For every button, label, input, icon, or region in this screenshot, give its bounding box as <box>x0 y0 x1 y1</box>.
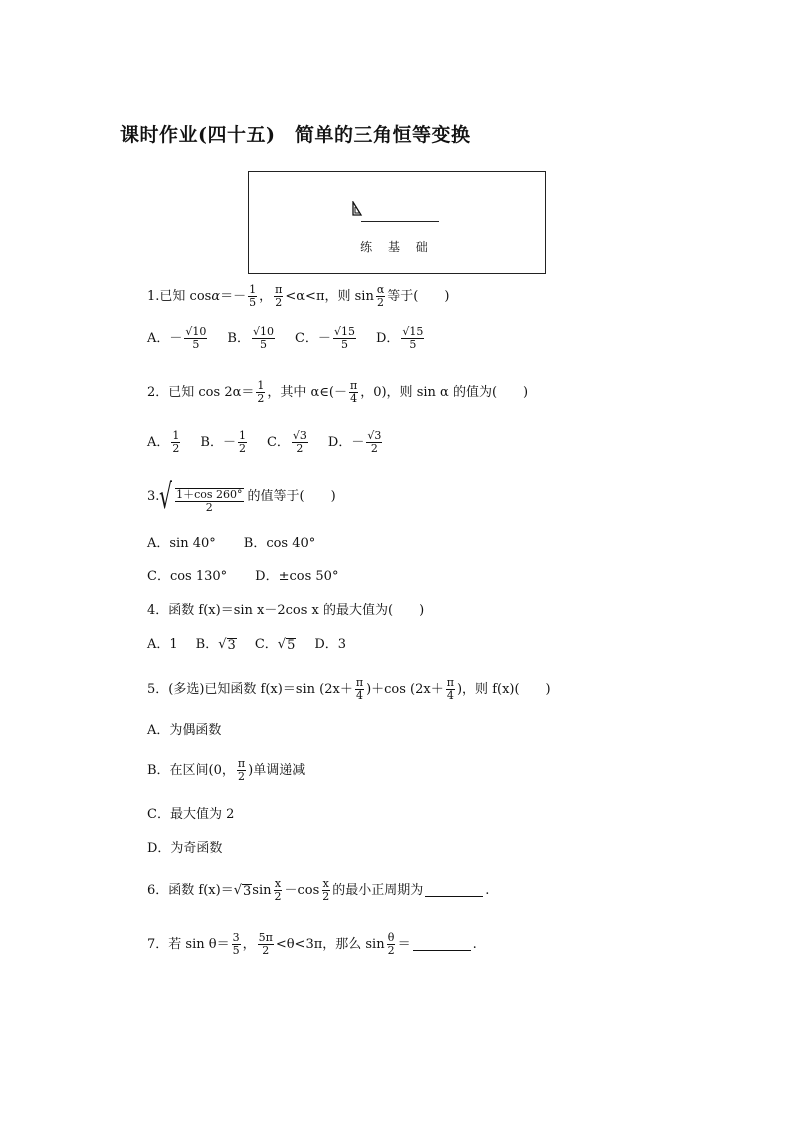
question-3: 3. √ $\frac{1+\cos 260^\circ}{2}$ 的值等于( ) <box>147 477 336 517</box>
question-3-options-row1: A．sin 40° B．cos 40° <box>147 536 316 551</box>
fraction: $\frac{1}{2}$ <box>238 429 246 455</box>
question-2: 2．已知 cos 2α＝ $\frac{1}{2}$ ，其中 α∈(－ $\frac{\pi}{4}$ ，0)，则 sin α 的值为( ) <box>147 379 529 405</box>
fraction: $\frac{3}{5}$ <box>232 931 240 957</box>
fraction: $\frac{√10}{5}$ <box>252 325 274 351</box>
question-1-options: A．－ $\frac{√10}{5}$ B． $\frac{√10}{5}$ C．－ $\frac{√15}{5}$ D． $\frac{√15}{5}$ <box>147 325 424 351</box>
fraction: $\frac{√10}{5}$ <box>185 325 207 351</box>
question-5-option-a: A．为偶函数 <box>147 723 222 738</box>
fraction: $\frac{\theta}{2}$ <box>387 931 395 957</box>
question-6: 6．函数 f(x)＝ √ 3 sin $\frac{x}{2}$ －cos $\frac{x}{2}$ 的最小正周期为 . <box>147 877 490 903</box>
sqrt: √ 3 <box>233 882 252 899</box>
section-label: 练 基 础 <box>360 240 434 254</box>
question-1: 1.已知 cos α ＝－ $\frac{1}{5}$ ， $\frac{\pi}{2}$ <α<π，则 sin $\frac{\alpha}{2}$ 等于( ) <box>147 283 450 309</box>
fraction: $\frac{\pi}{2}$ <box>275 283 283 309</box>
fraction: $\frac{√3}{2}$ <box>367 429 382 455</box>
fraction: $\frac{√3}{2}$ <box>292 429 307 455</box>
fraction: $\frac{\pi}{4}$ <box>446 676 454 702</box>
fraction: $\frac{x}{2}$ <box>274 877 282 903</box>
fraction: $\frac{√15}{5}$ <box>333 325 355 351</box>
fraction: $\frac{\alpha}{2}$ <box>376 283 385 309</box>
fraction: $\frac{1}{5}$ <box>249 283 257 309</box>
section-line <box>361 221 439 222</box>
pencil-icon <box>351 201 363 217</box>
section-box <box>248 171 546 274</box>
question-5: 5．(多选)已知函数 f(x)＝sin (2x＋ $\frac{\pi}{4}$ )＋cos (2x＋ $\frac{\pi}{4}$ )，则 f(x)( ) <box>147 676 551 702</box>
fraction: $\frac{√15}{5}$ <box>402 325 424 351</box>
page-title: 课时作业(四十五) 简单的三角恒等变换 <box>120 124 471 146</box>
sqrt: √ 3 <box>218 637 236 653</box>
question-5-option-c: C．最大值为 2 <box>147 807 235 822</box>
question-5-option-d: D．为奇函数 <box>147 841 223 856</box>
sqrt: √ 5 <box>277 637 296 653</box>
answer-blank[interactable] <box>413 938 471 951</box>
fraction: $\frac{\pi}{4}$ <box>355 676 364 702</box>
question-3-options-row2: C．cos 130° D．±cos 50° <box>147 569 339 584</box>
question-7: 7．若 sin θ＝ $\frac{3}{5}$ ， $\frac{5\pi}{2}$ <θ<3π，那么 sin $\frac{\theta}{2}$ ＝ . <box>147 931 477 957</box>
fraction: $\frac{1}{2}$ <box>257 379 265 405</box>
fraction: $\frac{1}{2}$ <box>172 429 180 455</box>
fraction: $\frac{5\pi}{2}$ <box>258 931 273 957</box>
question-2-options: A． $\frac{1}{2}$ B．－ $\frac{1}{2}$ C． $\frac{√3}{2}$ D．－ $\frac{√3}{2}$ <box>147 429 382 455</box>
sqrt-expression: √ $\frac{1+\cos 260^\circ}{2}$ <box>159 477 243 517</box>
question-4: 4．函数 f(x)＝sin x－2cos x 的最大值为( ) <box>147 603 425 618</box>
answer-blank[interactable] <box>425 884 483 897</box>
fraction: $\frac{x}{2}$ <box>322 877 330 903</box>
question-5-option-b: B．在区间(0， $\frac{\pi}{2}$ )单调递减 <box>147 757 306 783</box>
question-4-options: A．1 B． √ 3 C． √ 5 D．3 <box>147 637 347 653</box>
fraction: $\frac{\pi}{4}$ <box>349 379 358 405</box>
fraction: $\frac{\pi}{2}$ <box>237 757 246 783</box>
